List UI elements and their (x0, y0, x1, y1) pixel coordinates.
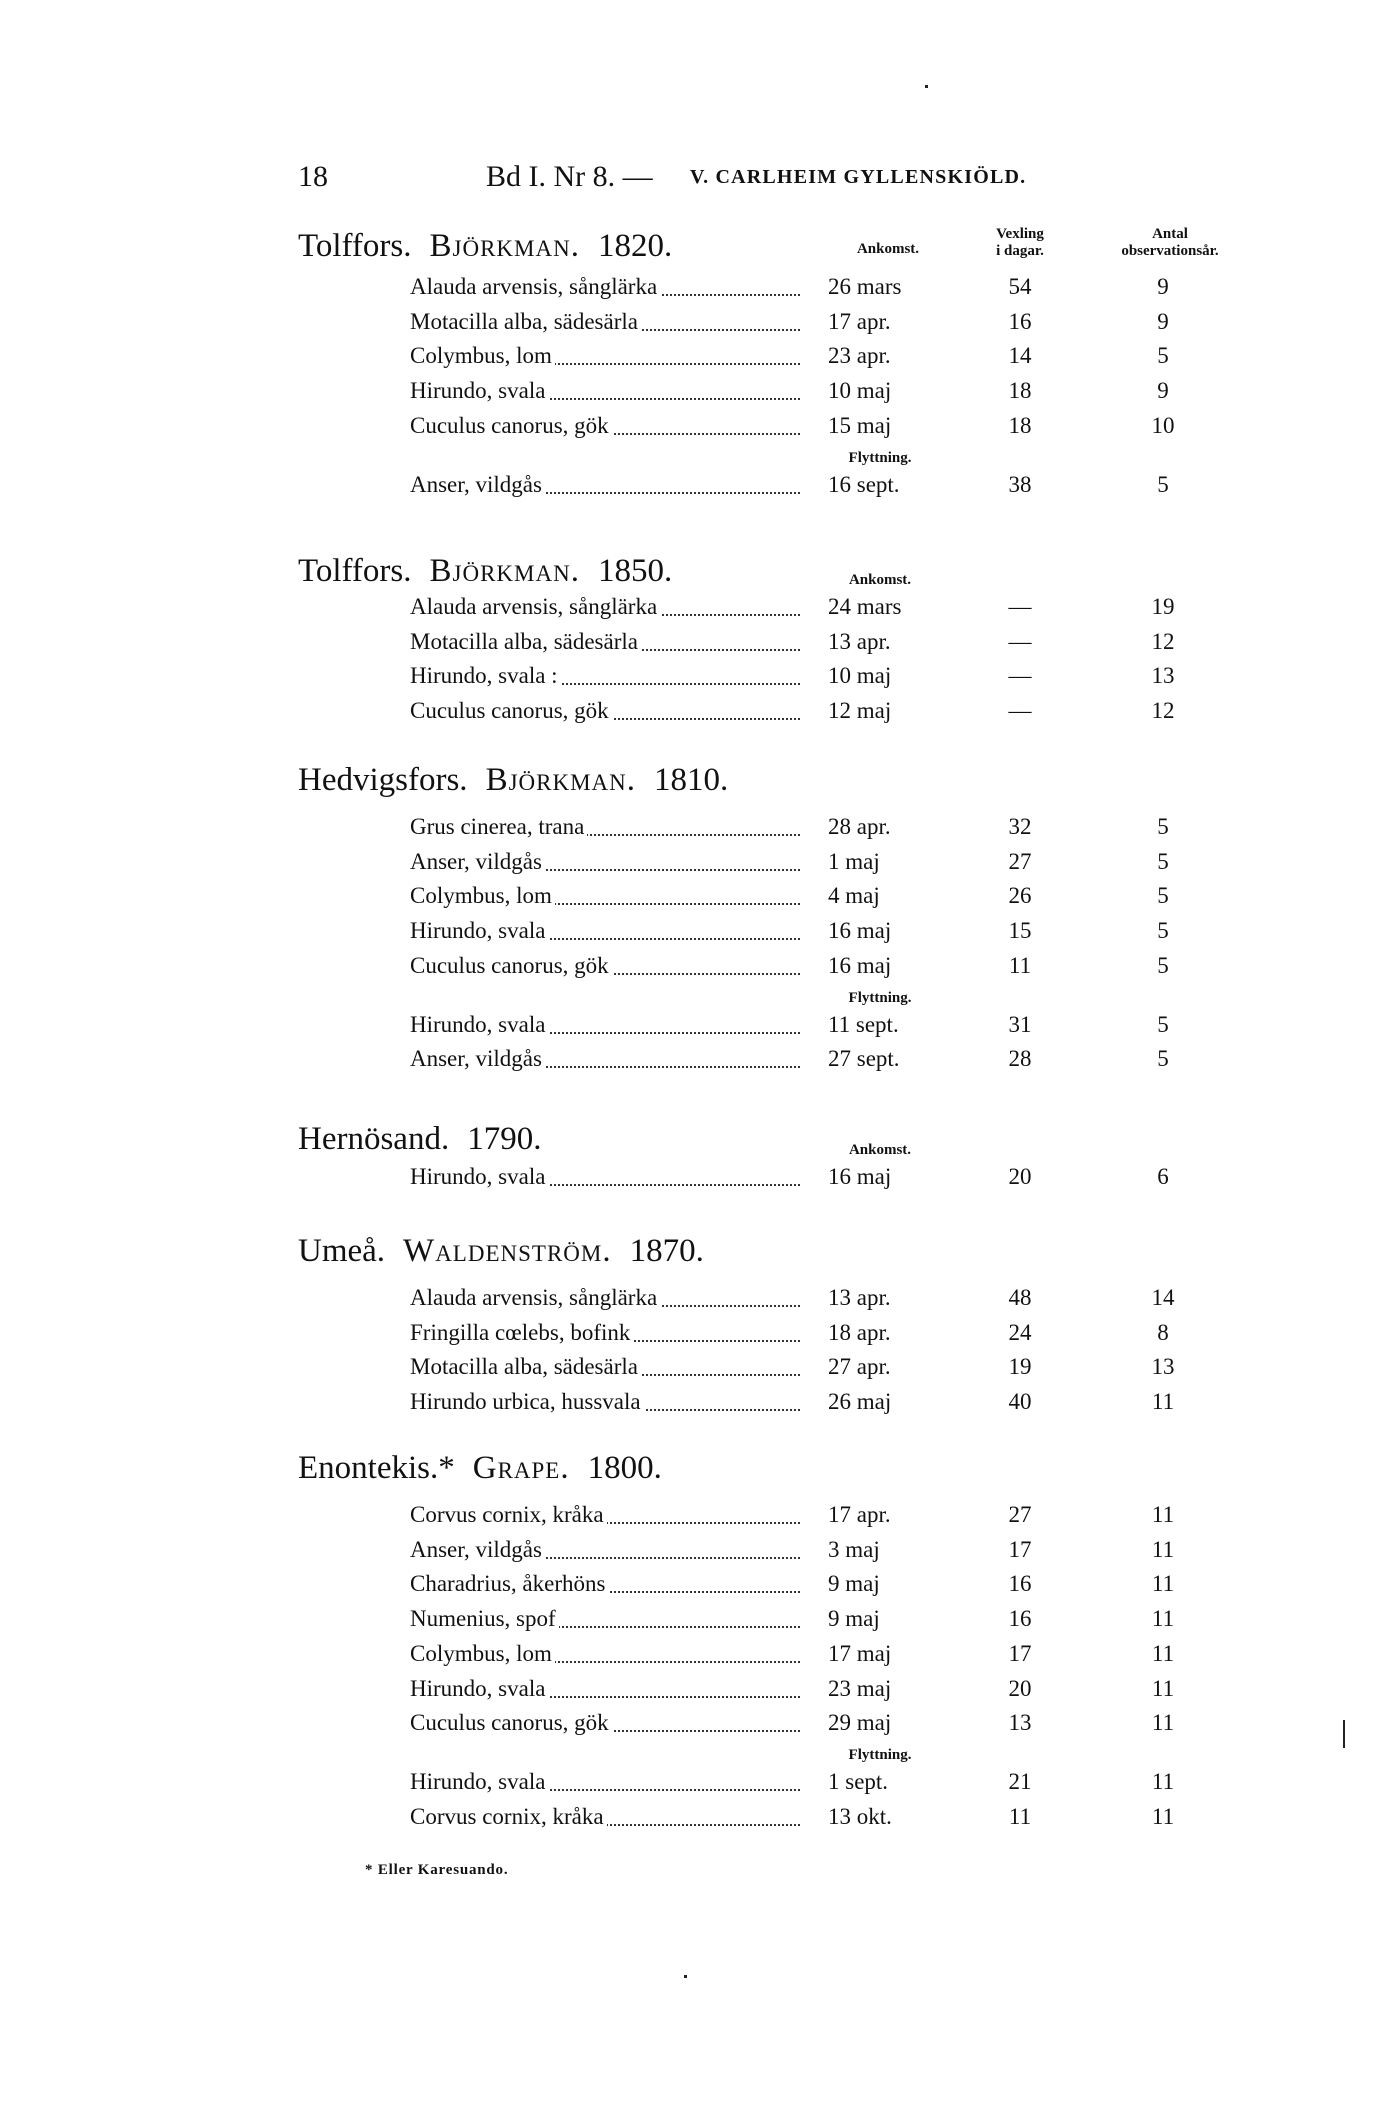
variation-days: 32 (1008, 814, 1032, 839)
observation-date: 17 apr. (828, 308, 891, 334)
variation-days: 18 (1008, 412, 1032, 438)
observation-years: 5 (1157, 883, 1169, 909)
table-row (0, 953, 1400, 987)
station-year: 1790. (467, 1121, 542, 1157)
observation-date: 9 maj (828, 1606, 880, 1632)
station-observer: Waldenström. (403, 1233, 612, 1269)
variation-days: 20 (1008, 1164, 1032, 1189)
observation-years: 5 (1157, 814, 1169, 839)
species-name (410, 698, 800, 724)
variation-days: 27 (1008, 1502, 1032, 1527)
species-label: Cuculus canorus, gök (410, 698, 612, 723)
observation-years: 5 (1157, 343, 1169, 369)
observation-years: 9 (1157, 308, 1169, 334)
station-year: 1850. (597, 553, 673, 589)
species-name (410, 378, 800, 404)
species-label: Hirundo, svala (410, 1676, 548, 1701)
variation-days: 24 (1008, 1319, 1032, 1345)
table-row (0, 1537, 1400, 1571)
observation-years: 11 (1151, 1768, 1175, 1794)
variation-days: 38 (1008, 471, 1032, 497)
species-label: Cuculus canorus, gök (410, 1710, 612, 1735)
species-name (410, 1012, 800, 1038)
species-label: Numenius, spof (410, 1606, 559, 1631)
table-row (0, 629, 1400, 663)
station-year: 1820. (597, 228, 673, 264)
table-row (0, 1164, 1400, 1198)
species-name (410, 918, 800, 944)
table-row (0, 663, 1400, 697)
table-row (0, 698, 1400, 732)
variation-days: 26 (1008, 883, 1032, 909)
observation-years: 13 (1151, 663, 1175, 689)
table-row (0, 309, 1400, 343)
observation-years: 8 (1157, 1319, 1169, 1345)
variation-days: 14 (1008, 343, 1032, 369)
observation-date: 16 maj (828, 952, 892, 978)
observation-date: 1 maj (828, 848, 880, 874)
species-label: Hirundo, svala (410, 1012, 548, 1037)
table-row (0, 849, 1400, 883)
observation-years: 10 (1151, 412, 1175, 438)
variation-days: — (1008, 698, 1032, 724)
observation-years: 6 (1157, 1164, 1169, 1189)
table-row (0, 1389, 1400, 1423)
species-label: Charadrius, åkerhöns (410, 1571, 608, 1596)
species-name (410, 1164, 800, 1190)
species-name (410, 1641, 800, 1667)
observation-date: 26 maj (828, 1389, 892, 1415)
station-title (298, 1121, 541, 1158)
species-name (410, 1320, 800, 1346)
observation-years: 11 (1151, 1571, 1175, 1597)
variation-days: 31 (1008, 1011, 1032, 1037)
observation-date: 27 sept. (828, 1046, 900, 1072)
station-title (298, 1450, 662, 1487)
page-number: 18 (298, 160, 328, 193)
departure-subheader: Flyttning. (848, 1746, 912, 1763)
species-name (410, 1676, 800, 1702)
species-name (410, 472, 800, 498)
species-label: Motacilla alba, sädesärla (410, 1354, 641, 1379)
table-row (0, 378, 1400, 412)
table-row (0, 918, 1400, 952)
station-title (298, 553, 672, 590)
variation-days: 20 (1008, 1675, 1032, 1701)
observation-date: 16 maj (828, 918, 892, 944)
table-row (0, 343, 1400, 377)
observation-date: 12 maj (828, 698, 892, 724)
station-place: Hernösand. (298, 1121, 450, 1157)
species-label: Corvus cornix, kråka (410, 1804, 607, 1829)
table-row (0, 1320, 1400, 1354)
station-place: Umeå. (298, 1233, 386, 1269)
observation-date: 15 maj (828, 412, 892, 438)
species-name (410, 594, 800, 620)
author-name: V. CARLHEIM GYLLENSKIÖLD. (690, 166, 1027, 188)
variation-days: 17 (1008, 1640, 1032, 1666)
station-title (298, 1233, 704, 1270)
species-label: Fringilla cœlebs, bofink (410, 1320, 633, 1345)
observation-date: 27 apr. (828, 1354, 891, 1380)
observation-date: 17 apr. (828, 1502, 891, 1527)
table-row (0, 1571, 1400, 1605)
variation-days: 40 (1008, 1389, 1032, 1415)
departure-subheader: Flyttning. (848, 449, 912, 466)
species-label: Anser, vildgås (410, 1537, 545, 1562)
observation-years: 5 (1157, 848, 1169, 874)
observation-years: 19 (1151, 594, 1175, 619)
station-title (298, 762, 728, 799)
station-year: 1870. (629, 1233, 704, 1269)
variation-days: 48 (1008, 1285, 1032, 1310)
station-year: 1810. (654, 762, 729, 798)
column-header-count: Antal observationsår. (1121, 226, 1219, 259)
observation-date: 9 maj (828, 1571, 880, 1597)
species-name (410, 1606, 800, 1632)
variation-days: — (1008, 628, 1032, 654)
observation-years: 11 (1151, 1803, 1175, 1829)
species-label: Motacilla alba, sädesärla (410, 629, 641, 654)
print-speck (1343, 1720, 1345, 1748)
species-label: Colymbus, lom (410, 343, 555, 368)
observation-date: 4 maj (828, 883, 880, 909)
volume-reference: Bd I. Nr 8. — (486, 160, 653, 193)
table-row (0, 1502, 1400, 1536)
observation-years: 12 (1151, 628, 1175, 654)
observation-date: 10 maj (828, 663, 892, 689)
species-label: Hirundo urbica, hussvala (410, 1389, 644, 1414)
station-observer: Björkman. (429, 228, 580, 264)
species-name (410, 814, 800, 840)
observation-years: 11 (1151, 1606, 1175, 1632)
table-row (0, 1046, 1400, 1080)
station-place: Tolffors. (298, 553, 412, 589)
table-row (0, 1804, 1400, 1838)
station-observer: Björkman. (485, 762, 637, 798)
observation-date: 16 sept. (828, 471, 900, 497)
observation-date: 26 mars (828, 274, 902, 299)
table-row (0, 1676, 1400, 1710)
observation-years: 11 (1151, 1640, 1175, 1666)
variation-days: 13 (1008, 1710, 1032, 1736)
species-name (410, 343, 800, 369)
variation-days: 11 (1008, 1803, 1032, 1829)
observation-years: 11 (1151, 1389, 1175, 1415)
species-name (410, 1804, 800, 1830)
species-name (410, 1537, 800, 1563)
variation-days: — (1008, 663, 1032, 689)
column-header-variation: Vexling i dagar. (996, 226, 1044, 259)
observation-date: 17 maj (828, 1640, 892, 1666)
variation-days: 19 (1008, 1354, 1032, 1380)
species-label: Motacilla alba, sädesärla (410, 309, 641, 334)
species-name (410, 883, 800, 909)
species-name (410, 1571, 800, 1597)
species-label: Corvus cornix, kråka (410, 1502, 607, 1527)
variation-days: 17 (1008, 1536, 1032, 1562)
species-label: Anser, vildgås (410, 849, 545, 874)
species-name (410, 274, 800, 300)
departure-subheader: Flyttning. (848, 989, 912, 1006)
observation-date: 10 maj (828, 378, 892, 404)
variation-days: 16 (1008, 1571, 1032, 1597)
species-name (410, 1389, 800, 1415)
station-place: Enontekis.* (298, 1450, 455, 1486)
species-name (410, 413, 800, 439)
observation-years: 5 (1157, 471, 1169, 497)
species-label: Grus cinerea, trana (410, 814, 587, 839)
observation-date: 23 maj (828, 1675, 892, 1701)
species-label: Hirundo, svala (410, 918, 548, 943)
table-row (0, 1606, 1400, 1640)
observation-date: 11 sept. (828, 1011, 899, 1037)
station-observer: Björkman. (429, 553, 580, 589)
variation-days: 15 (1008, 918, 1032, 944)
species-label: Colymbus, lom (410, 1641, 555, 1666)
species-name (410, 1710, 800, 1736)
table-row (0, 1285, 1400, 1319)
observation-years: 9 (1157, 378, 1169, 404)
species-label: Hirundo, svala (410, 378, 548, 403)
species-name (410, 1046, 800, 1072)
observation-date: 3 maj (828, 1536, 880, 1562)
observation-years: 5 (1157, 952, 1169, 978)
observation-date: 23 apr. (828, 343, 891, 369)
table-row (0, 1354, 1400, 1388)
arrival-subheader: Ankomst. (848, 1142, 912, 1158)
observation-years: 9 (1157, 274, 1169, 299)
table-row (0, 1641, 1400, 1675)
observation-years: 5 (1157, 918, 1169, 944)
variation-days: 11 (1008, 952, 1032, 978)
variation-days: 28 (1008, 1046, 1032, 1072)
station-place: Tolffors. (298, 228, 412, 264)
print-speck (925, 85, 928, 88)
observation-years: 11 (1151, 1536, 1175, 1562)
observation-years: 11 (1151, 1710, 1175, 1736)
variation-days: 18 (1008, 378, 1032, 404)
species-name (410, 953, 800, 979)
species-name (410, 849, 800, 875)
observation-years: 5 (1157, 1011, 1169, 1037)
station-observer: Grape. (472, 1450, 570, 1486)
species-label: Alauda arvensis, sånglärka (410, 1285, 660, 1310)
species-name (410, 1354, 800, 1380)
species-name (410, 1502, 800, 1528)
print-speck (684, 1975, 687, 1978)
observation-date: 16 maj (828, 1164, 892, 1189)
observation-years: 5 (1157, 1046, 1169, 1072)
variation-days: — (1008, 594, 1032, 619)
variation-days: 16 (1008, 308, 1032, 334)
table-row (0, 1769, 1400, 1803)
table-row (0, 814, 1400, 848)
species-label: Cuculus canorus, gök (410, 413, 612, 438)
species-label: Anser, vildgås (410, 472, 545, 497)
observation-date: 13 okt. (828, 1803, 892, 1829)
observation-date: 18 apr. (828, 1319, 891, 1345)
species-label: Hirundo, svala : (410, 663, 561, 688)
observation-years: 11 (1151, 1502, 1175, 1527)
observation-date: 29 maj (828, 1710, 892, 1736)
observation-years: 11 (1151, 1675, 1175, 1701)
species-name (410, 663, 800, 689)
observation-date: 13 apr. (828, 1285, 891, 1310)
species-label: Hirundo, svala (410, 1164, 548, 1189)
species-name (410, 1285, 800, 1311)
observation-date: 24 mars (828, 594, 902, 619)
table-row (0, 274, 1400, 308)
observation-date: 28 apr. (828, 814, 891, 839)
observation-years: 13 (1151, 1354, 1175, 1380)
variation-days: 27 (1008, 848, 1032, 874)
species-label: Colymbus, lom (410, 883, 555, 908)
table-row (0, 472, 1400, 506)
species-label: Cuculus canorus, gök (410, 953, 612, 978)
station-title (298, 228, 672, 265)
table-row (0, 594, 1400, 628)
table-row (0, 1012, 1400, 1046)
species-name (410, 1769, 800, 1795)
variation-days: 54 (1008, 274, 1032, 299)
species-label: Hirundo, svala (410, 1769, 548, 1794)
observation-date: 13 apr. (828, 628, 891, 654)
arrival-subheader: Ankomst. (848, 572, 912, 588)
column-header-arrival: Ankomst. (856, 241, 920, 257)
table-row (0, 883, 1400, 917)
observation-years: 14 (1151, 1285, 1175, 1310)
table-row (0, 413, 1400, 447)
station-place: Hedvigsfors. (298, 762, 468, 798)
footnote: * Eller Karesuando. (365, 1862, 509, 1878)
species-label: Alauda arvensis, sånglärka (410, 594, 660, 619)
species-label: Anser, vildgås (410, 1046, 545, 1071)
observation-years: 12 (1151, 698, 1175, 724)
species-label: Alauda arvensis, sånglärka (410, 274, 660, 299)
species-name (410, 629, 800, 655)
variation-days: 16 (1008, 1606, 1032, 1632)
species-name (410, 309, 800, 335)
variation-days: 21 (1008, 1768, 1032, 1794)
station-year: 1800. (587, 1450, 662, 1486)
observation-date: 1 sept. (828, 1768, 889, 1794)
table-row (0, 1710, 1400, 1744)
